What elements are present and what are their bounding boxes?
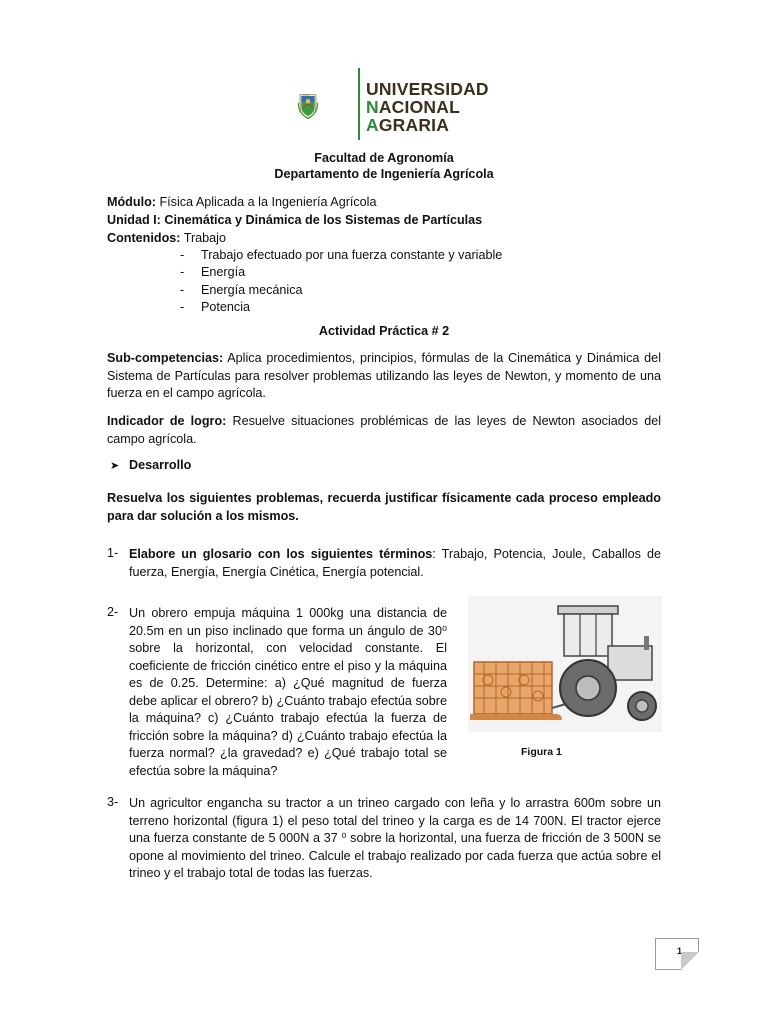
content-item: Trabajo efectuado por una fuerza constante y variable <box>201 248 503 262</box>
page-corner-fold <box>681 952 699 970</box>
instruction-paragraph: Resuelva los siguientes problemas, recuerda justificar físicamente cada proceso empleado para dar solución a los mismos. <box>107 491 661 523</box>
faculty-title: Facultad de Agronomía <box>314 151 454 165</box>
subcompetencias-paragraph: Sub-competencias: Aplica procedimientos, principios, fórmulas de la Cinemática y Dinámica del Sistema de Partículas para resolver problemas utilizando las leyes de Newton, y momento de una fuerza en el campo agrícola. <box>107 351 661 400</box>
bullet-dash: - <box>180 265 185 279</box>
module-line: Módulo: Física Aplicada a la Ingeniería Agrícola <box>107 195 377 209</box>
problem-number: 2- <box>107 605 119 619</box>
problem-3-text: Un agricultor engancha su tractor a un trineo cargado con leña y lo arrastra 600m sobre un terreno horizontal (figura 1) el peso total del trineo y la carga es de 14 700N. El tractor ejerce una fuerza constante de 5 000N a 37 ⁰ sobre la horizontal, una fuerza de fricción de 3 500N se opone al movimiento del trineo. Calcule el trabajo realizado por cada fuerza que actúa sobre el trineo y el trabajo total de todas las fuerzas. <box>129 796 661 880</box>
problem-number: 3- <box>107 795 119 809</box>
tractor-sled-figure <box>468 596 662 732</box>
content-item: Potencia <box>201 300 251 314</box>
logo-divider <box>358 68 360 140</box>
university-crest-logo <box>298 66 358 146</box>
arrow-bullet-icon: ➤ <box>110 460 120 472</box>
svg-text:U N A: U N A <box>303 94 309 97</box>
department-title: Departamento de Ingeniería Agrícola <box>274 167 494 181</box>
desarrollo-heading: Desarrollo <box>129 458 192 472</box>
bullet-dash: - <box>180 283 185 297</box>
bullet-dash: - <box>180 300 185 314</box>
content-item: Energía mecánica <box>201 283 303 297</box>
page-number-box <box>655 938 699 970</box>
problem-1-text: Elabore un glosario con los siguientes términos: Trabajo, Potencia, Joule, Caballos de fuerza, Energía, Energía Cinética, Energía potencial. <box>129 547 661 579</box>
unit-line: Unidad I: Cinemática y Dinámica de los Sistemas de Partículas <box>107 213 483 227</box>
page-number: 1 <box>676 946 682 956</box>
bullet-dash: - <box>180 248 185 262</box>
activity-title: Actividad Práctica # 2 <box>318 324 450 338</box>
problem-number: 1- <box>107 546 119 560</box>
problem-2-text: Un obrero empuja máquina 1 000kg una distancia de 20.5m en un piso inclinado que forma un ángulo de 30⁰ sobre la horizontal, con velocidad constante. El coeficiente de fricción cinético entre el piso y la máquina es de 0.25. Determine: a) ¿Qué magnitud de fuerza debe aplicar el obrero? b) ¿Cuánto trabajo efectúa sobre la máquina? c) ¿Cuánto trabajo efectúa la fuerza de fricción sobre la máquina? d) ¿Cuánto trabajo efectúa la fuerza normal? ¿la gravedad? e) ¿Qué trabajo total se efectúa sobre la máquina? <box>129 606 447 778</box>
content-item: Energía <box>201 265 246 279</box>
indicador-paragraph: Indicador de logro: Resuelve situaciones problémicas de las leyes de Newton asociados del campo agrícola. <box>107 414 662 446</box>
university-wordmark: UNIVERSIDAD NACIONAL AGRARIA <box>366 79 489 135</box>
contents-line: Contenidos: Trabajo <box>107 231 226 245</box>
figure-caption: Figura 1 <box>521 746 562 758</box>
